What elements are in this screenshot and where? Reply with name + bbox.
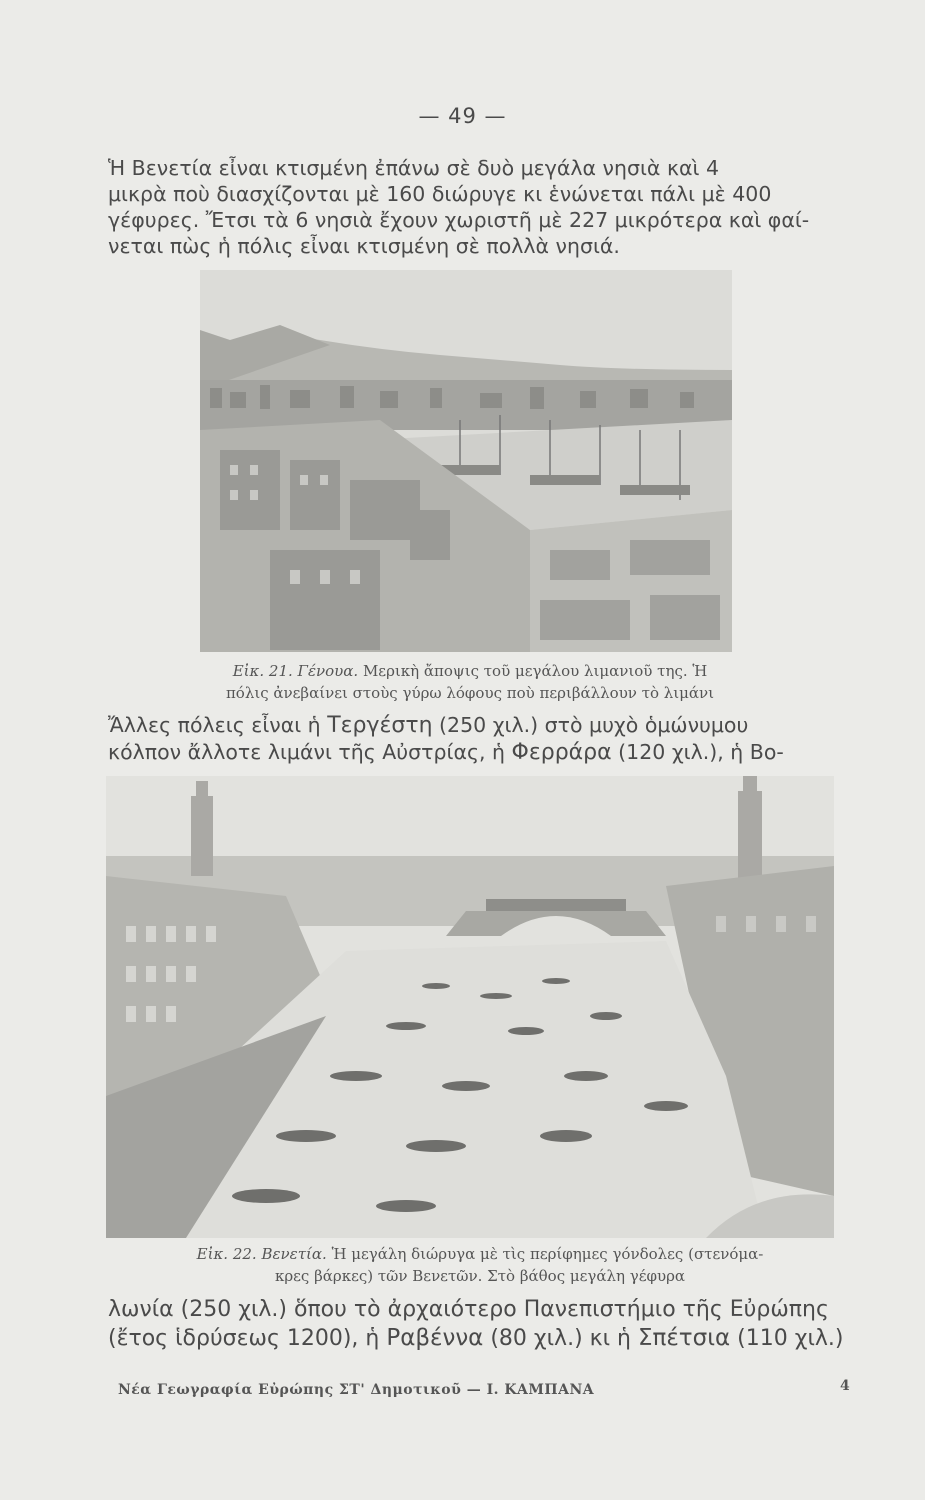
paragraph-venice-islands (108, 155, 840, 259)
figure-21-caption (180, 660, 760, 704)
caption-line: κρες βάρκες) τῶν Βενετῶν. Στὸ βάθος μεγάλη γέφυρα (274, 1267, 686, 1285)
text-line: νεται πὼς ἡ πόλις εἶναι κτισμένη σὲ πολλὰ νησιά. (108, 234, 620, 258)
caption-title: Γένουα. (297, 662, 359, 680)
text-fragment: (110 χιλ.) (730, 1326, 844, 1351)
caption-line (130, 1243, 830, 1265)
city-ravenna: Ραβέννα (386, 1325, 484, 1351)
text-fragment: (250 χιλ.) στὸ μυχὸ ὁμώνυμου (432, 713, 749, 737)
text-line (108, 739, 840, 766)
venice-grand-canal-photo (106, 776, 834, 1238)
text-fragment: κόλπον ἄλλοτε λιμάνι τῆς Αὐστρίας, ἡ (108, 740, 512, 764)
text-line: γέφυρες. Ἔτσι τὰ 6 νησιὰ ἔχουν χωριστῆ μὲ 227 μικρότερα καὶ φαί- (108, 208, 810, 232)
paragraph-other-cities (108, 712, 840, 766)
text-fragment: (80 χιλ.) κι ἡ (483, 1326, 638, 1351)
signature-mark: 4 (840, 1378, 850, 1394)
genoa-photo-illustration (200, 270, 732, 652)
caption-title: Βενετία. (261, 1245, 327, 1263)
city-trieste: Τεργέστη (327, 713, 433, 738)
page-number: — 49 — (418, 104, 507, 128)
text-fragment: Ἄλλες πόλεις εἶναι ἡ (108, 713, 328, 737)
city-ferrara: Φερράρα (511, 740, 612, 765)
caption-number: Εἰκ. 21. (232, 662, 293, 680)
text-fragment: (ἔτος ἱδρύσεως 1200), ἡ (108, 1326, 387, 1351)
genoa-harbour-photo (200, 270, 732, 652)
caption-text: Ἡ μεγάλη διώρυγα μὲ τὶς περίφημες γόνδολες (στενόμα- (331, 1245, 764, 1263)
text-line: λωνία (250 χιλ.) ὅπου τὸ ἀρχαιότερο Πανεπιστήμιο τῆς Εὐρώπης (108, 1297, 829, 1322)
caption-line: πόλις ἀνεβαίνει στοὺς γύρω λόφους ποὺ περιβάλλουν τὸ λιμάνι (225, 684, 715, 702)
text-fragment: (120 χιλ.), ἡ Βο- (611, 740, 784, 764)
figure-22-caption (130, 1243, 830, 1287)
caption-text: Μερικὴ ἄποψις τοῦ μεγάλου λιμανιοῦ της. Ἡ (362, 662, 708, 680)
text-line: μικρὰ ποὺ διασχίζονται μὲ 160 διώρυγε κι ἑνώνεται πάλι μὲ 400 (108, 182, 772, 206)
text-line (108, 712, 840, 739)
text-line: Ἡ Βενετία εἶναι κτισμένη ἐπάνω σὲ δυὸ μεγάλα νησιὰ καὶ 4 (108, 156, 720, 180)
city-spezia: Σπέτσια (638, 1325, 731, 1351)
book-footer: Νέα Γεωγραφία Εὐρώπης ΣΤ' Δημοτικοῦ — Ι. ΚΑΜΠΑΝΑ (118, 1382, 595, 1398)
paragraph-bologna-ravenna (108, 1296, 848, 1353)
text-line (108, 1324, 848, 1353)
caption-line (180, 660, 760, 682)
venice-photo-illustration (106, 776, 834, 1238)
caption-number: Εἰκ. 22. (196, 1245, 257, 1263)
